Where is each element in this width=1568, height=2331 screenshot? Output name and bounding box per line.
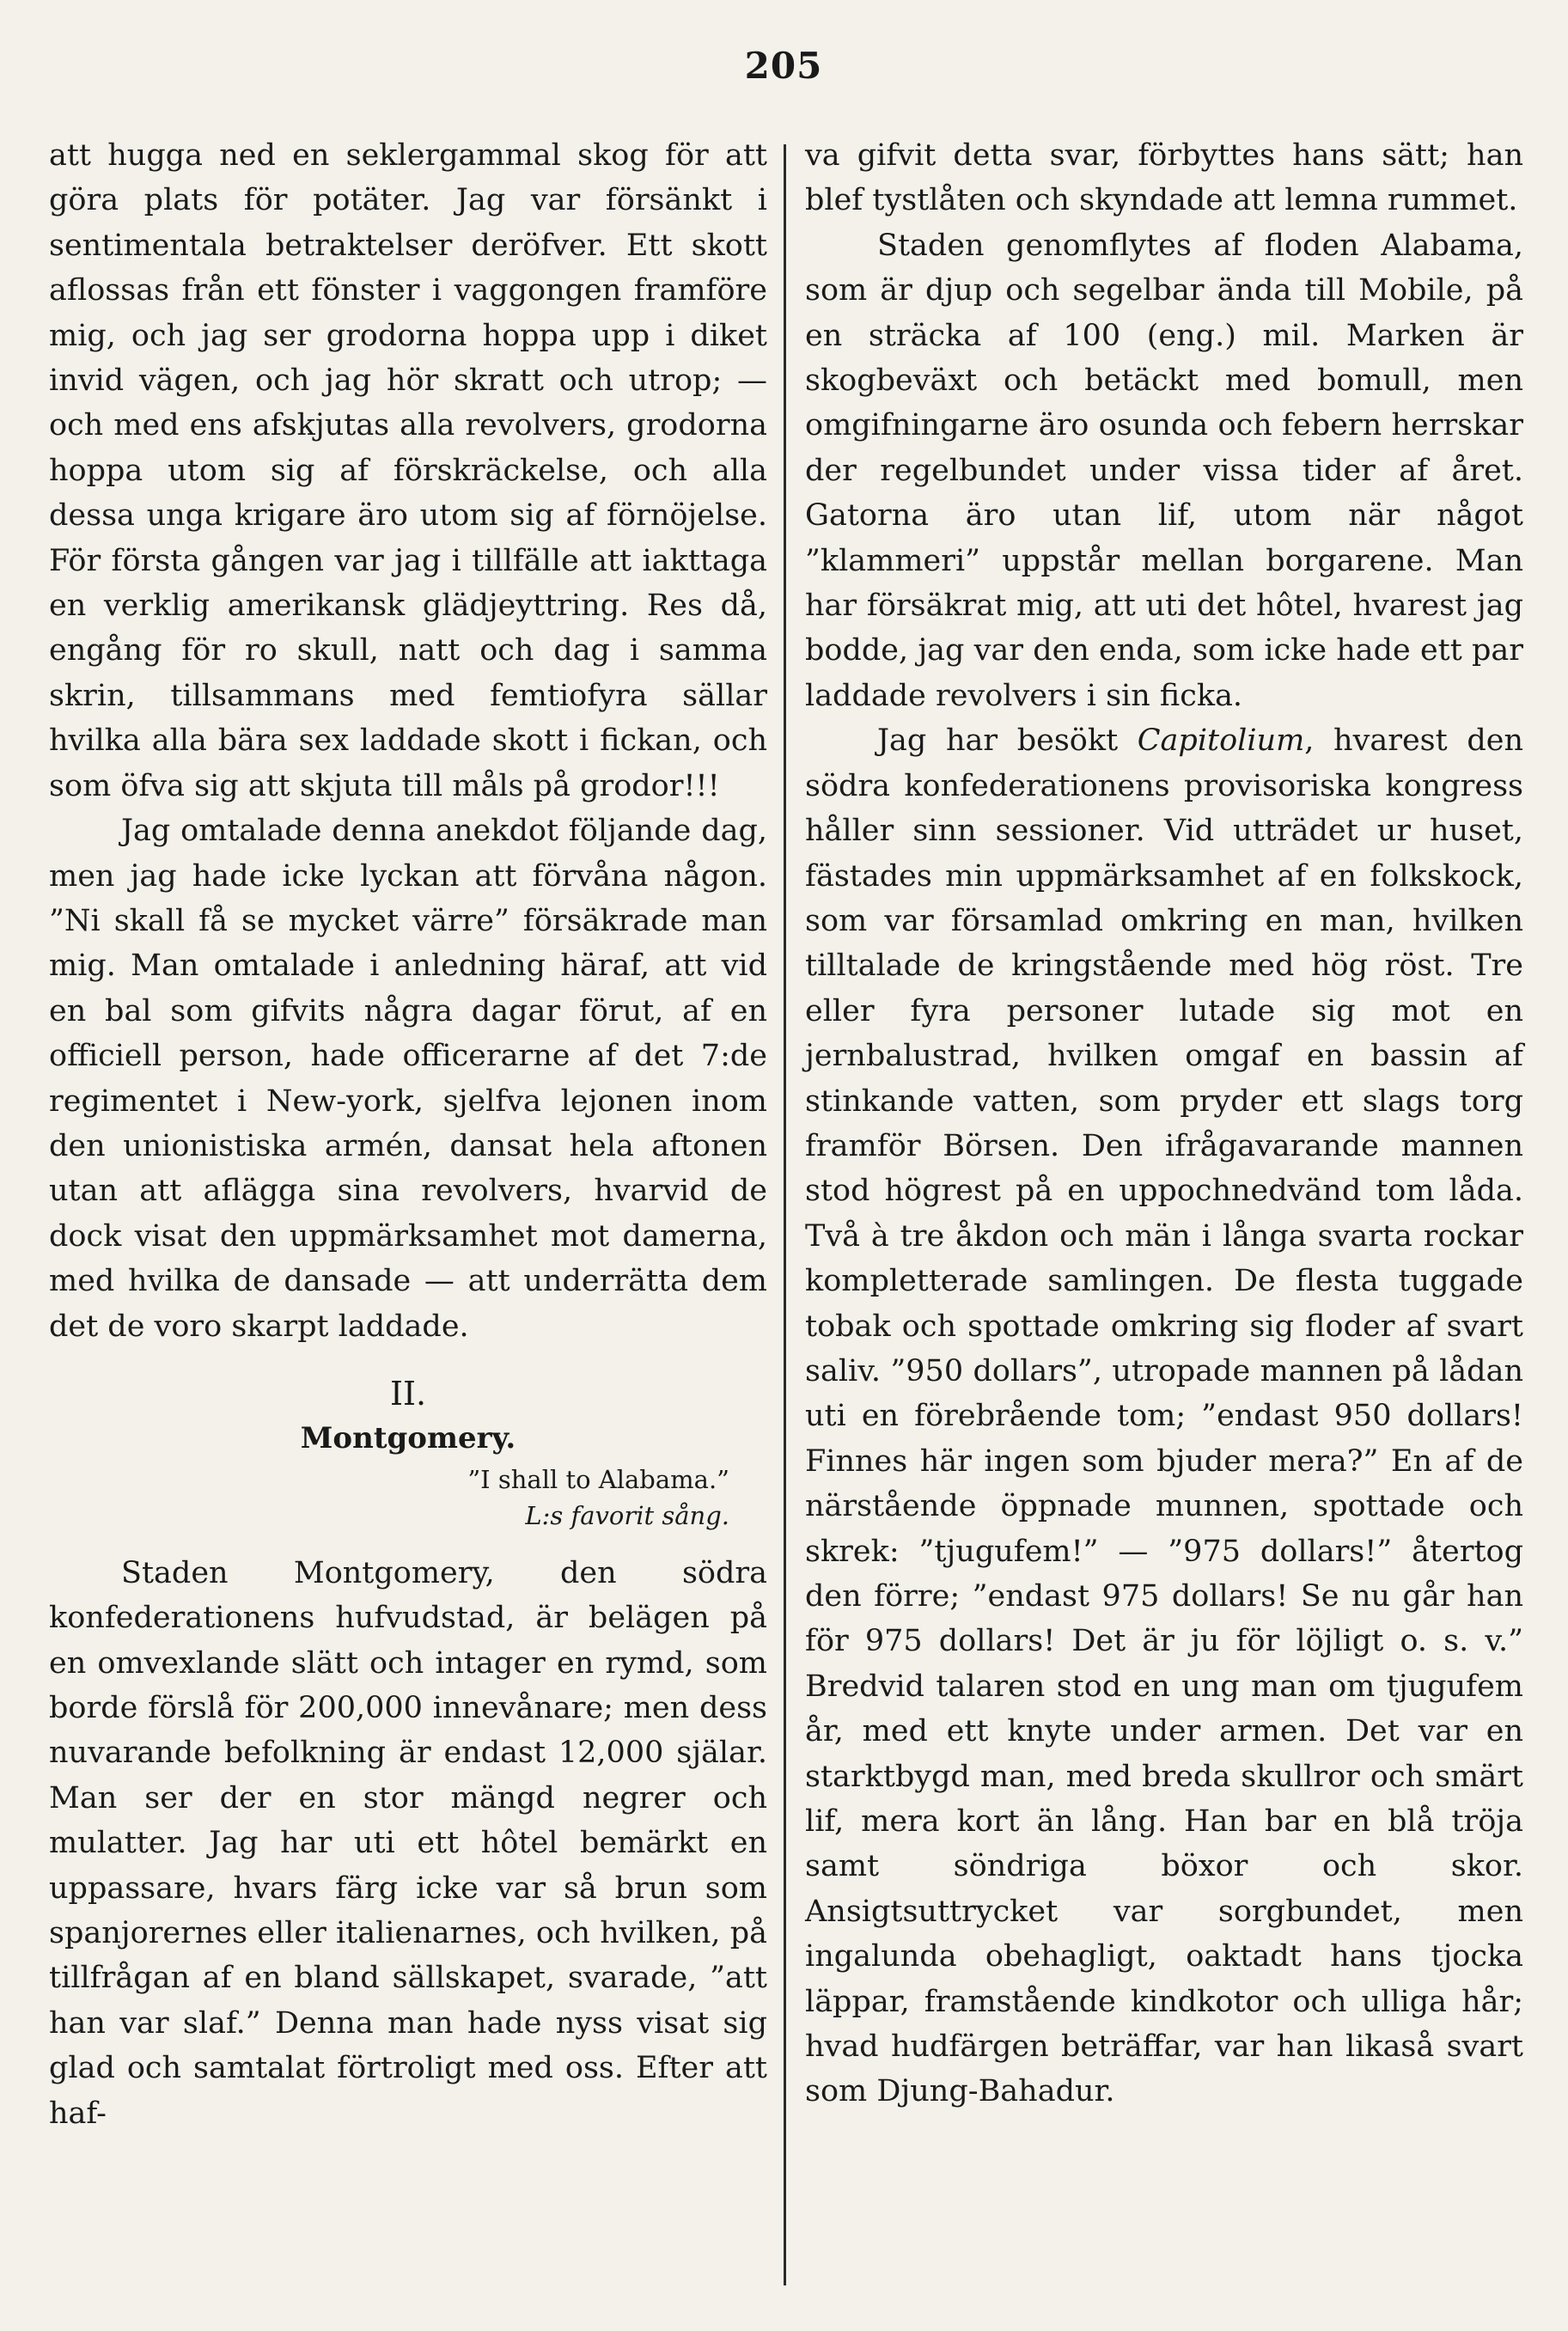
section-number: II.	[389, 1374, 427, 1413]
page-number: 205	[744, 45, 823, 87]
right-column	[805, 133, 1523, 2114]
right-paragraph-3-rest: , hvarest den södra konfederationens provisoriska kongress håller sinn sessioner. Vid utträdet ur huset, fästades min uppmärksamhet af en folkskock, som var församlad omkring en man, hvilken tilltalade de kringstående med hög röst. Tre eller fyra personer lutade sig mot en jernbalustrad, hvilken omgaf en bassin af stinkande vatten, som pryder ett slags torg framför Börsen. Den ifrågavarande mannen stod högrest på en uppochnedvänd tom låda. Två à tre åkdon och män i långa svarta rockar kompletterade samlingen. De flesta tuggade tobak och spottade omkring sig floder af svart saliv. ”950 dollars”, utropade mannen på lådan uti en förebrående tom; ”endast 950 dollars! Finnes här ingen som bjuder mera?” En af de närstående öppnade munnen, spottade och skrek: ”tjugufem!” — ”975 dollars!” återtog den förre; ”endast 975 dollars! Se nu går han för 975 dollars! Det är ju för löjligt o. s. v.” Bredvid talaren stod en ung man om tjugufem år, med ett knyte under armen. Det var en starktbygd man, med breda skullror och smärt lif, mera kort än lång. Han bar en blå tröja samt söndriga böxor och skor. Ansigtsuttrycket var sorgbundet, men ingalunda obehagligt, oaktadt hans tjocka läppar, framstående kindkotor och ulliga hår; hvad hudfärgen beträffar, var han likaså svart som Djung-Bahadur.	[805, 723, 1523, 2109]
capitolium-italic: Capitolium	[1137, 723, 1305, 759]
column-divider	[784, 144, 786, 2285]
right-paragraph-2: Staden genomflytes af floden Alabama, som är djup och segelbar ända till Mobile, på en sträcka af 100 (eng.) mil. Marken är skogbeväxt och betäckt med bomull, men omgifningarne äro osunda och febern herrskar der regelbundet under vissa tider af året. Gatorna äro utan lif, utom när något ”klammeri” uppstår mellan borgarene. Man har försäkrat mig, att uti det hôtel, hvarest jag bodde, jag var den enda, som icke hade ett par laddade revolvers i sin ficka.	[805, 228, 1523, 713]
epigraph-source: L:s favorit sång.	[525, 1500, 729, 1530]
section-title: Montgomery.	[300, 1421, 516, 1456]
left-paragraph-3: Staden Montgomery, den södra konfederationens hufvudstad, är belägen på en omvexlande slätt och intager en rymd, som borde förslå för 200,000 innevånare; men dess nuvarande befolkning är endast 12,000 själar. Man ser der en stor mängd negrer och mulatter. Jag har uti ett hôtel bemärkt en uppassare, hvars färg icke var så brun som spanjorernes eller italienarnes, och hvilken, på tillfrågan af en bland sällskapet, svarade, ”att han var slaf.” Denna man hade nyss visat sig glad och samtalat förtroligt med oss. Efter att haf-	[49, 1555, 767, 2131]
epigraph: ”I shall to Alabama.”	[467, 1464, 729, 1494]
right-paragraph-3	[805, 718, 1523, 2114]
left-paragraph-1: att hugga ned en seklergammal skog för att göra plats för potäter. Jag var försänkt i sentimentala betraktelser deröfver. Ett skott aflossas från ett fönster i vaggongen framföre mig, och jag ser grodorna hoppa upp i diket invid vägen, och jag hör skratt och utrop; — och med ens afskjutas alla revolvers, grodorna hoppa utom sig af förskräckelse, och alla dessa unga krigare äro utom sig af förnöjelse. För första gången var jag i tillfälle att iakttaga en verklig amerikansk glädjeyttring. Res då, engång för ro skull, natt och dag i samma skrin, tillsammans med femtiofyra sällar hvilka alla bära sex laddade skott i fickan, och som öfva sig att skjuta till måls på grodor!!!	[49, 138, 767, 803]
left-paragraph-2: Jag omtalade denna anekdot följande dag, men jag hade icke lyckan att förvåna någon. ”Ni skall få se mycket värre” försäkrade man mig. Man omtalade i anledning häraf, att vid en bal som gifvits några dagar förut, af en officiell person, hade officerarne af det 7:de regimentet i New-york, sjelfva lejonen inom den unionistiska armén, dansat hela aftonen utan att aflägga sina revolvers, hvarvid de dock visat den uppmärksamhet mot damerna, med hvilka de dansade — att underrätta dem det de voro skarpt laddade.	[49, 814, 767, 1344]
right-paragraph-1: va gifvit detta svar, förbyttes hans sätt; han blef tystlåten och skyndade att lemna rummet.	[805, 138, 1523, 218]
right-paragraph-3-start: Jag har besökt	[877, 723, 1138, 759]
left-column	[49, 133, 767, 2136]
